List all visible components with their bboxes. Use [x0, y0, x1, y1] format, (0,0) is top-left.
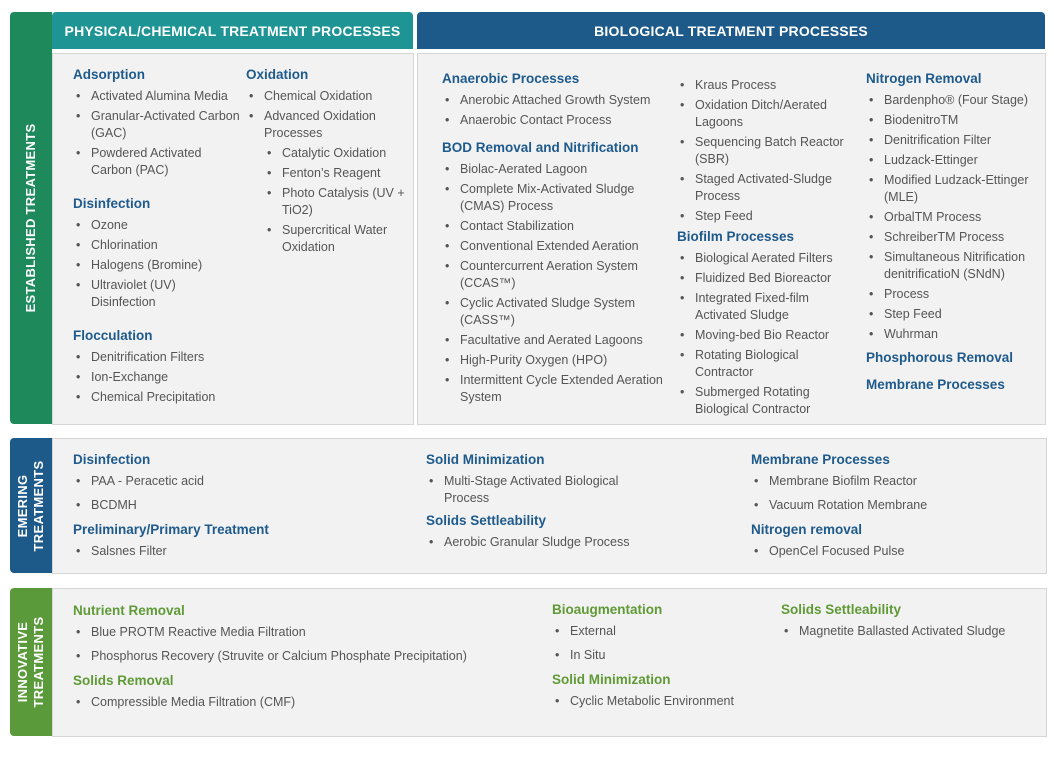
list-item: • Phosphorus Recovery (Struvite or Calcium Phosphate Precipitation)	[73, 648, 533, 665]
list-item: • Denitrification Filter	[866, 132, 1040, 149]
list-item: • Photo Catalysis (UV + TiO2)	[264, 185, 408, 219]
heading-emerging-solids-settleability: Solids Settleability	[426, 513, 547, 528]
list-item: • Wuhrman	[866, 326, 1040, 343]
column-bio-mid	[677, 77, 857, 421]
list-item: • Halogens (Bromine)	[73, 257, 241, 274]
list-item: • Ion-Exchange	[73, 369, 241, 386]
list-item: • Multi-Stage Activated Biological Process	[426, 473, 641, 507]
list-oxidation-sub	[246, 145, 408, 256]
column-adsorption	[73, 66, 241, 409]
list-oxidation	[246, 88, 408, 142]
list-item: • Ultraviolet (UV) Disinfection	[73, 277, 241, 311]
list-item: • Blue PROTM Reactive Media Filtration	[73, 624, 533, 641]
list-item: • Step Feed	[677, 208, 857, 225]
list-item: • Fluidized Bed Bioreactor	[677, 270, 857, 287]
list-emerging-solids-settle	[426, 534, 641, 551]
section-label-established: ESTABLISHED TREATMENTS	[23, 123, 38, 313]
list-item: • Oxidation Ditch/Aerated Lagoons	[677, 97, 857, 131]
section-label-emerging	[15, 451, 47, 561]
list-item: • Catalytic Oxidation	[264, 145, 408, 162]
column-nitrogen	[866, 70, 1040, 398]
heading-biofilm: Biofilm Processes	[677, 229, 795, 244]
section-label-innovative	[15, 602, 47, 722]
list-item: • Moving-bed Bio Reactor	[677, 327, 857, 344]
list-item: • Supercritical Water Oxidation	[264, 222, 408, 256]
list-item: • Cyclic Metabolic Environment	[552, 693, 767, 710]
list-item: • Ozone	[73, 217, 241, 234]
heading-adsorption: Adsorption	[73, 67, 145, 82]
list-item: • Submerged Rotating Biological Contractor	[677, 384, 857, 418]
list-item: • Contact Stabilization	[442, 218, 667, 235]
list-adsorption	[73, 88, 241, 179]
list-emerging-disinfection	[73, 473, 373, 514]
sidebar-established	[10, 12, 52, 424]
column-anaerobic-bod	[442, 70, 667, 409]
list-item: • SchreiberTM Process	[866, 229, 1040, 246]
column-emerging-3	[751, 451, 1036, 567]
heading-solids-removal: Solids Removal	[73, 673, 174, 688]
sidebar-emerging	[10, 438, 52, 573]
heading-anaerobic: Anaerobic Processes	[442, 71, 580, 86]
list-item: • Granular-Activated Carbon (GAC)	[73, 108, 241, 142]
list-item: • Chlorination	[73, 237, 241, 254]
list-item: • Aerobic Granular Sludge Process	[426, 534, 641, 551]
heading-innovative-solids-settleability: Solids Settleability	[781, 602, 902, 617]
list-item: • High-Purity Oxygen (HPO)	[442, 352, 667, 369]
column-innovative-1	[73, 602, 533, 718]
list-item: • Membrane Biofilm Reactor	[751, 473, 1036, 490]
list-item: • Sequencing Batch Reactor (SBR)	[677, 134, 857, 168]
list-bio-mid	[677, 77, 857, 225]
list-item: • Anaerobic Contact Process	[442, 112, 667, 129]
heading-nutrient-removal: Nutrient Removal	[73, 603, 185, 618]
heading-membrane-processes: Membrane Processes	[866, 377, 1005, 392]
heading-nitrogen-removal: Nitrogen Removal	[866, 71, 982, 86]
list-item: • Intermittent Cycle Extended Aeration System	[442, 372, 667, 406]
list-nitrogen	[866, 92, 1040, 343]
heading-disinfection: Disinfection	[73, 196, 151, 211]
list-nutrient	[73, 624, 533, 665]
list-item: • Chemical Oxidation	[246, 88, 408, 105]
list-item: • OrbalTM Process	[866, 209, 1040, 226]
list-item: • Salsnes Filter	[73, 543, 373, 560]
list-bioaug	[552, 623, 767, 664]
heading-oxidation: Oxidation	[246, 67, 309, 82]
list-item: • Anerobic Attached Growth System	[442, 92, 667, 109]
list-solids-removal	[73, 694, 533, 711]
list-item: • Integrated Fixed-film Activated Sludge	[677, 290, 857, 324]
list-item: • Powdered Activated Carbon (PAC)	[73, 145, 241, 179]
list-item: • BCDMH	[73, 497, 373, 514]
column-innovative-3	[781, 601, 1036, 643]
list-item: • Chemical Precipitation	[73, 389, 241, 406]
list-emerging-solid-min	[426, 473, 641, 507]
heading-preliminary-treatment: Preliminary/Primary Treatment	[73, 522, 269, 537]
heading-emerging-disinfection: Disinfection	[73, 452, 151, 467]
header-physical-chemical: PHYSICAL/CHEMICAL TREATMENT PROCESSES	[52, 12, 413, 49]
list-emerging-nitrogen	[751, 543, 1036, 560]
list-item: • Ludzack-Ettinger	[866, 152, 1040, 169]
list-item: • Magnetite Ballasted Activated Sludge	[781, 623, 1036, 640]
list-item: • External	[552, 623, 767, 640]
section-label-innovative-text: INNOVATIVE TREATMENTS	[15, 616, 46, 708]
list-item: • Staged Activated-Sludge Process	[677, 171, 857, 205]
list-item: • Vacuum Rotation Membrane	[751, 497, 1036, 514]
section-label-emerging-text: EMERING TREATMENTS	[15, 460, 46, 551]
list-item: • In Situ	[552, 647, 767, 664]
list-item: • Countercurrent Aeration System (CCAS™)	[442, 258, 667, 292]
sidebar-innovative	[10, 588, 52, 736]
list-item: • PAA - Peracetic acid	[73, 473, 373, 490]
list-item: • Rotating Biological Contractor	[677, 347, 857, 381]
list-item: • Activated Alumina Media	[73, 88, 241, 105]
list-item: • Kraus Process	[677, 77, 857, 94]
list-anaerobic	[442, 92, 667, 129]
list-innovative-solids-settle	[781, 623, 1036, 640]
list-item: • Biolac-Aerated Lagoon	[442, 161, 667, 178]
heading-emerging-nitrogen: Nitrogen removal	[751, 522, 863, 537]
list-item: • Conventional Extended Aeration	[442, 238, 667, 255]
column-oxidation	[246, 66, 408, 259]
heading-emerging-solid-minimization: Solid Minimization	[426, 452, 545, 467]
list-item: • Facultative and Aerated Lagoons	[442, 332, 667, 349]
list-item: • Fenton’s Reagent	[264, 165, 408, 182]
heading-innovative-solid-minimization: Solid Minimization	[552, 672, 671, 687]
list-preliminary	[73, 543, 373, 560]
list-item: • Simultaneous Nitrification denitrificatioN (SNdN)	[866, 249, 1040, 283]
list-bod	[442, 161, 667, 406]
list-item: • Denitrification Filters	[73, 349, 241, 366]
list-item: • Advanced Oxidation Processes	[246, 108, 408, 142]
list-biofilm	[677, 250, 857, 418]
list-flocculation	[73, 349, 241, 406]
heading-phosphorous-removal: Phosphorous Removal	[866, 350, 1014, 365]
heading-bioaugmentation: Bioaugmentation	[552, 602, 663, 617]
column-emerging-1	[73, 451, 373, 567]
list-item: • Compressible Media Filtration (CMF)	[73, 694, 533, 711]
list-item: • Complete Mix-Activated Sludge (CMAS) Process	[442, 181, 667, 215]
list-item: • Step Feed	[866, 306, 1040, 323]
column-emerging-2	[426, 451, 641, 554]
list-emerging-membrane	[751, 473, 1036, 514]
heading-flocculation: Flocculation	[73, 328, 153, 343]
list-item: • Cyclic Activated Sludge System (CASS™)	[442, 295, 667, 329]
list-item: • Biological Aerated Filters	[677, 250, 857, 267]
column-innovative-2	[552, 601, 767, 717]
list-item: • Modified Ludzack-Ettinger (MLE)	[866, 172, 1040, 206]
list-disinfection	[73, 217, 241, 311]
header-biological: BIOLOGICAL TREATMENT PROCESSES	[417, 12, 1045, 49]
heading-emerging-membrane: Membrane Processes	[751, 452, 890, 467]
list-item: • BiodenitroTM	[866, 112, 1040, 129]
list-item: • Process	[866, 286, 1040, 303]
heading-bod: BOD Removal and Nitrification	[442, 140, 639, 155]
list-item: • Bardenpho® (Four Stage)	[866, 92, 1040, 109]
list-item: • OpenCel Focused Pulse	[751, 543, 1036, 560]
list-innovative-solid-min	[552, 693, 767, 710]
